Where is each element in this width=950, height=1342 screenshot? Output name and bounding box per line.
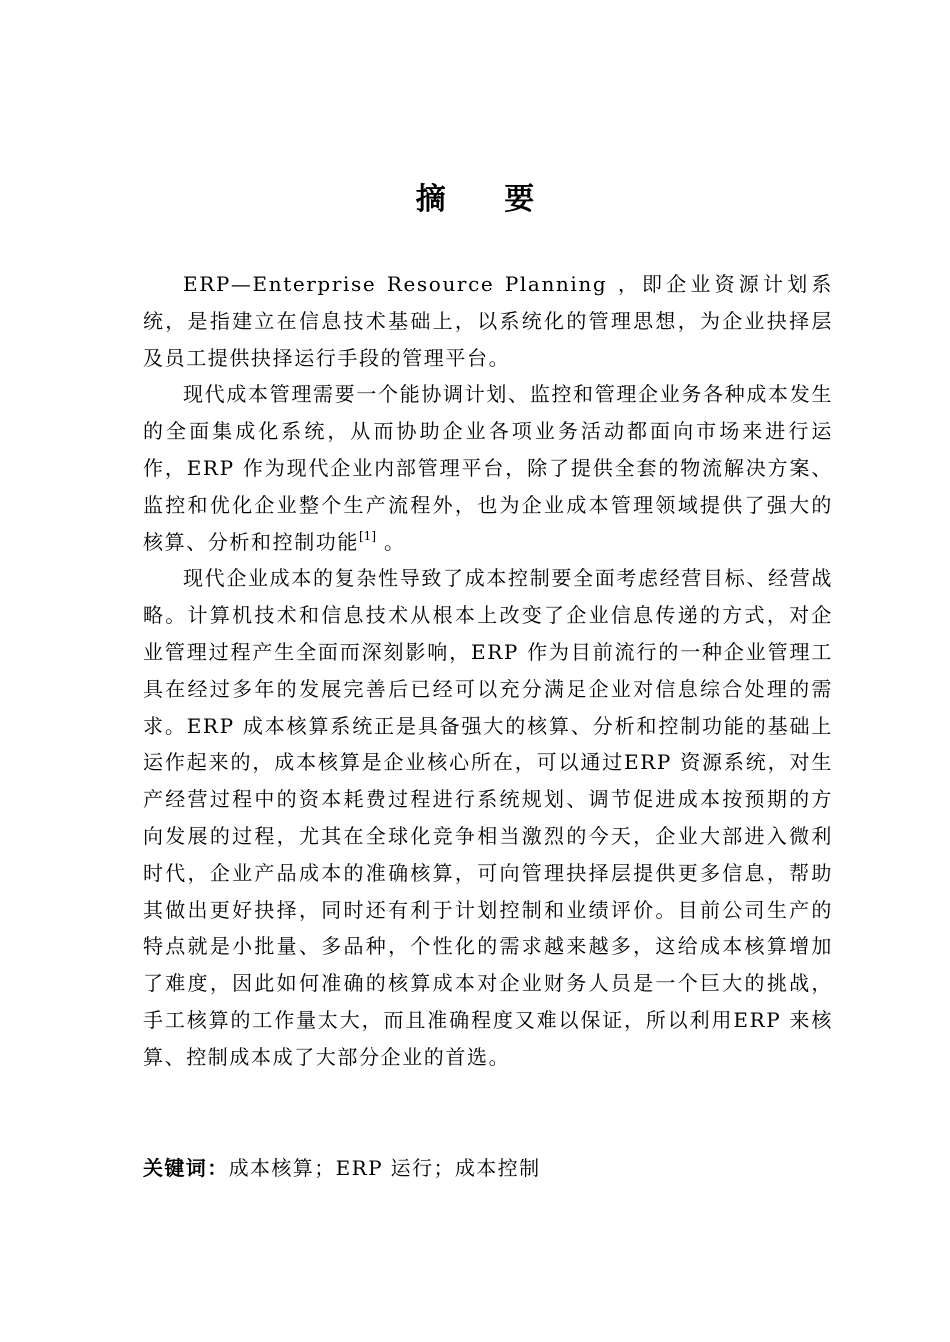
paragraph-tail: 。 — [376, 529, 406, 554]
paragraph-text: ERP—Enterprise Resource Planning ，即企业资源计划系统，是指建立在信息技术基础上，以系统化的管理思想，为企业抉择层及员工提供抉择运行手段的管理平台。 — [143, 272, 833, 370]
citation-reference: [1] — [359, 528, 376, 543]
keywords-value: 成本核算；ERP 运行；成本控制 — [228, 1156, 541, 1180]
page-title: 摘 要 — [415, 182, 559, 217]
keywords-label: 关键词： — [143, 1156, 229, 1180]
abstract-paragraph-2 — [143, 376, 833, 560]
paragraph-text: 现代企业成本的复杂性导致了成本控制要全面考虑经营目标、经营战略。计算机技术和信息技术从根本上改变了企业信息传递的方式，对企业管理过程产生全面而深刻影响，ERP 作为目前流行的一种企业管理工具在经过多年的发展完善后已经可以充分满足企业对信息综合处理的需求。ERP 成本核算系统正是具备强大的核算、分析和控制功能的基础上运作起来的，成本核算是企业核心所在，可以通过ERP 资源系统，对生产经营过程中的资本耗费过程进行系统规划、调节促进成本按预期的方向发展的过程，尤其在全球化竞争相当激烈的今天，企业大部进入微利时代，企业产品成本的准确核算，可向管理抉择层提供更多信息，帮助其做出更好抉择，同时还有利于计划控制和业绩评价。目前公司生产的特点就是小批量、多品种，个性化的需求越来越多，这给成本核算增加了难度，因此如何准确的核算成本对企业财务人员是一个巨大的挑战，手工核算的工作量太大，而且准确程度又难以保证，所以利用ERP 来核算、控制成本成了大部分企业的首选。 — [143, 566, 833, 1069]
paragraph-text: 现代成本管理需要一个能协调计划、监控和管理企业务各种成本发生的全面集成化系统，从而协助企业各项业务活动都面向市场来进行运作，ERP 作为现代企业内部管理平台，除了提供全套的物流解决方案、监控和优化企业整个生产流程外，也为企业成本管理领域提供了强大的核算、分析和控制功能 — [143, 382, 833, 554]
abstract-body — [143, 266, 833, 1076]
abstract-paragraph-1 — [143, 266, 833, 376]
abstract-paragraph-3 — [143, 560, 833, 1075]
keywords-line — [143, 1150, 833, 1186]
